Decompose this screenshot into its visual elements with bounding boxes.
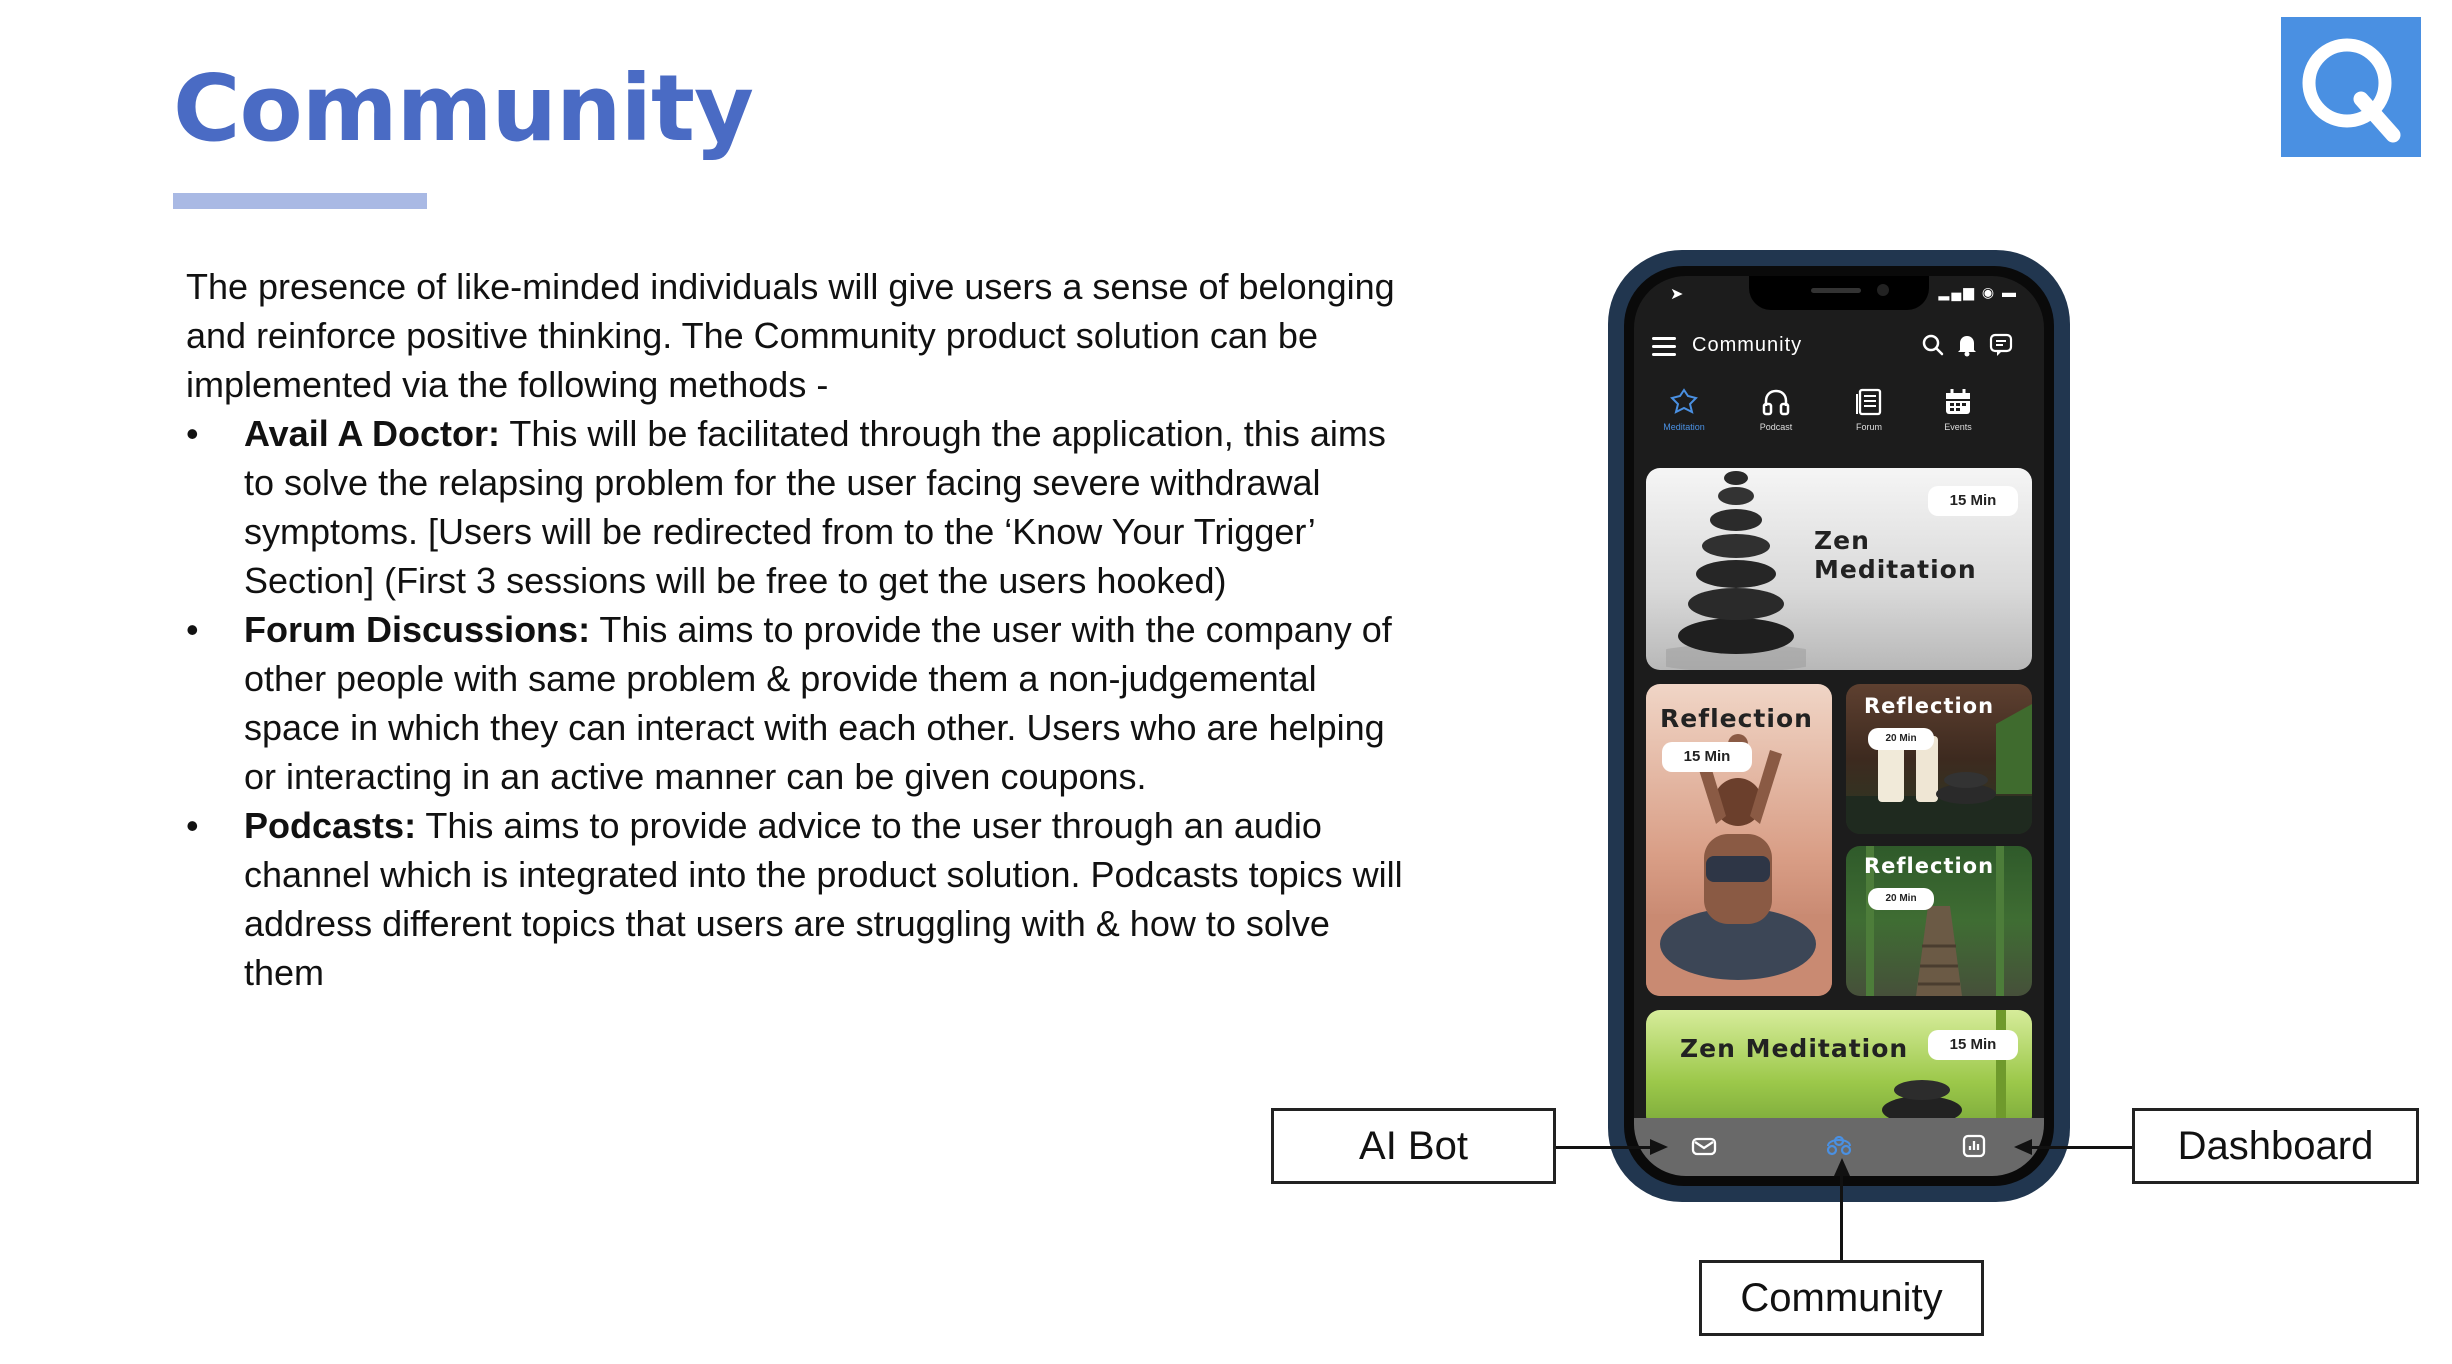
arrow-left-icon	[2012, 1137, 2032, 1157]
search-icon[interactable]	[1920, 332, 1946, 358]
tab-label: Meditation	[1663, 422, 1705, 432]
tab-podcast[interactable]	[1736, 386, 1816, 432]
slide-body	[186, 262, 1406, 997]
logo-q-icon	[2281, 17, 2421, 157]
tab-events[interactable]	[1918, 386, 1998, 432]
card-title: Zen Meditation	[1814, 526, 1977, 584]
community-connector	[1840, 1170, 1843, 1262]
tab-meditation[interactable]	[1644, 386, 1724, 432]
bullet-heading: Avail A Doctor:	[244, 413, 501, 454]
callout-dashboard: Dashboard	[2132, 1108, 2419, 1184]
phone-screen	[1634, 276, 2044, 1176]
bullet-text: This will be facilitated through the application, this aims to solve the relapsing problem for the user facing severe withdrawal symptoms. [Users will be redirected from to the ‘Know Your Trigger’ Section] (First 3 sessions will be free to get the users hooked)	[244, 413, 1386, 601]
arrow-right-icon	[1650, 1137, 1670, 1157]
card-reflection-large[interactable]	[1646, 684, 1832, 996]
chat-icon[interactable]	[1988, 332, 2014, 358]
forum-icon	[1853, 386, 1885, 418]
bullet-glyph: •	[186, 413, 199, 454]
phone-bezel	[1624, 266, 2054, 1186]
tab-label: Podcast	[1759, 422, 1793, 432]
callout-ai-bot: AI Bot	[1271, 1108, 1556, 1184]
bullet-glyph: •	[186, 609, 199, 650]
phone-notch	[1749, 276, 1929, 310]
stacked-stones-image	[1666, 468, 1806, 670]
tab-label: Events	[1944, 422, 1972, 432]
card-title: Reflection	[1864, 854, 1995, 878]
bullet-heading: Podcasts:	[244, 805, 417, 846]
status-icons: ▂▄▆ ◉ ▬	[1938, 284, 2018, 300]
location-arrow-icon: ➤	[1670, 286, 1684, 303]
app-title: Community	[1692, 334, 1803, 356]
dashboard-icon[interactable]	[1960, 1132, 1988, 1160]
speaker-grille	[1811, 288, 1861, 293]
bullet-avail-doctor	[186, 409, 1406, 605]
duration-badge: 15 Min	[1928, 486, 2018, 516]
mail-icon[interactable]	[1690, 1132, 1718, 1160]
methods-list	[186, 409, 1406, 997]
duration-badge: 20 Min	[1868, 728, 1934, 750]
category-tabs	[1634, 386, 2044, 456]
card-title: Zen Meditation	[1680, 1034, 1909, 1063]
intro-paragraph: The presence of like-minded individuals will give users a sense of belonging and reinforce positive thinking. The Community product solution can be implemented via the following methods -	[186, 266, 1395, 405]
card-zen-meditation-green[interactable]	[1646, 1010, 2032, 1130]
bullet-text: This aims to provide the user with the company of other people with same problem & provide them a non-judgemental space in which they can interact with each other. Users who are helping or interacting in an active manner can be given coupons.	[244, 609, 1392, 797]
front-camera	[1877, 284, 1889, 296]
arrow-up-icon	[1832, 1156, 1852, 1176]
bullet-text: This aims to provide advice to the user through an audio channel which is integrated into the product solution. Podcasts topics will address different topics that users are struggling with & how to solve them	[244, 805, 1403, 993]
duration-badge: 20 Min	[1868, 888, 1934, 910]
ai-bot-connector	[1556, 1146, 1656, 1149]
tab-forum[interactable]	[1829, 386, 1909, 432]
card-zen-meditation[interactable]	[1646, 468, 2032, 670]
title-underline	[173, 193, 427, 209]
slide-title: Community	[173, 55, 753, 162]
bullet-forum-discussions	[186, 605, 1406, 801]
bell-icon[interactable]	[1954, 332, 1980, 358]
callout-community: Community	[1699, 1260, 1984, 1336]
card-title: Reflection	[1660, 704, 1813, 733]
headphones-icon	[1760, 386, 1792, 418]
app-bar	[1634, 320, 2044, 376]
calendar-icon	[1942, 386, 1974, 418]
dashboard-connector	[2030, 1146, 2132, 1149]
phone-mockup	[1608, 250, 2070, 1202]
bullet-podcasts	[186, 801, 1406, 997]
meditation-icon	[1668, 386, 1700, 418]
card-title: Reflection	[1864, 694, 1995, 718]
card-reflection-forest-path[interactable]	[1846, 846, 2032, 996]
card-reflection-candles[interactable]	[1846, 684, 2032, 834]
green-stones-image	[1646, 1010, 2032, 1130]
tab-label: Forum	[1855, 422, 1882, 432]
bullet-heading: Forum Discussions:	[244, 609, 591, 650]
duration-badge: 15 Min	[1928, 1030, 2018, 1060]
bullet-glyph: •	[186, 805, 199, 846]
duration-badge: 15 Min	[1662, 742, 1752, 772]
hamburger-menu-icon[interactable]	[1652, 332, 1676, 361]
